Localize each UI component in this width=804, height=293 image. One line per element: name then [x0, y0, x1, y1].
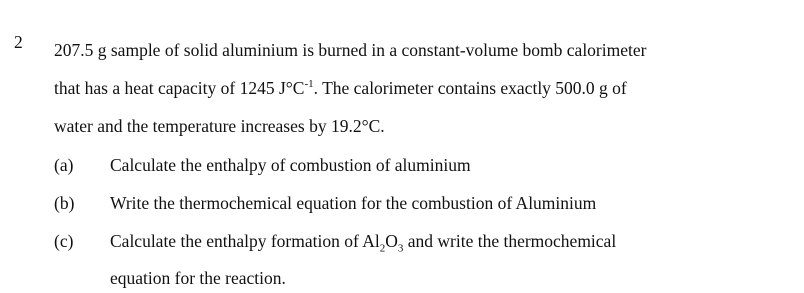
intro-line-2-text-a: that has a heat capacity of 1245 J°C [54, 78, 305, 98]
intro-line-2 [54, 78, 627, 99]
part-a-text: Calculate the enthalpy of combustion of aluminium [110, 155, 471, 175]
question-number: 2 [14, 32, 23, 52]
part-c-continuation: equation for the reaction. [110, 268, 286, 288]
intro-line-1: 207.5 g sample of solid aluminium is burned in a constant-volume bomb calorimeter [54, 40, 647, 60]
part-c-text-b: O [385, 231, 398, 251]
intro-line-2-text-b: . The calorimeter contains exactly 500.0 g of [313, 78, 627, 98]
unit-exponent: -1 [304, 78, 314, 91]
part-c-text-c: and write the thermochemical [403, 231, 617, 251]
part-b [54, 193, 596, 214]
part-a-label: (a) [54, 155, 74, 175]
subscript-al: 2 [379, 242, 386, 255]
part-c-label: (c) [54, 231, 74, 251]
part-a [54, 155, 471, 176]
part-b-label: (b) [54, 193, 75, 213]
part-c [54, 231, 617, 255]
part-c-text-a: Calculate the enthalpy formation of Al [110, 231, 380, 251]
part-b-text: Write the thermochemical equation for the combustion of Aluminium [110, 193, 597, 213]
intro-line-3: water and the temperature increases by 19.2°C. [54, 116, 385, 136]
subscript-o: 3 [397, 242, 404, 255]
